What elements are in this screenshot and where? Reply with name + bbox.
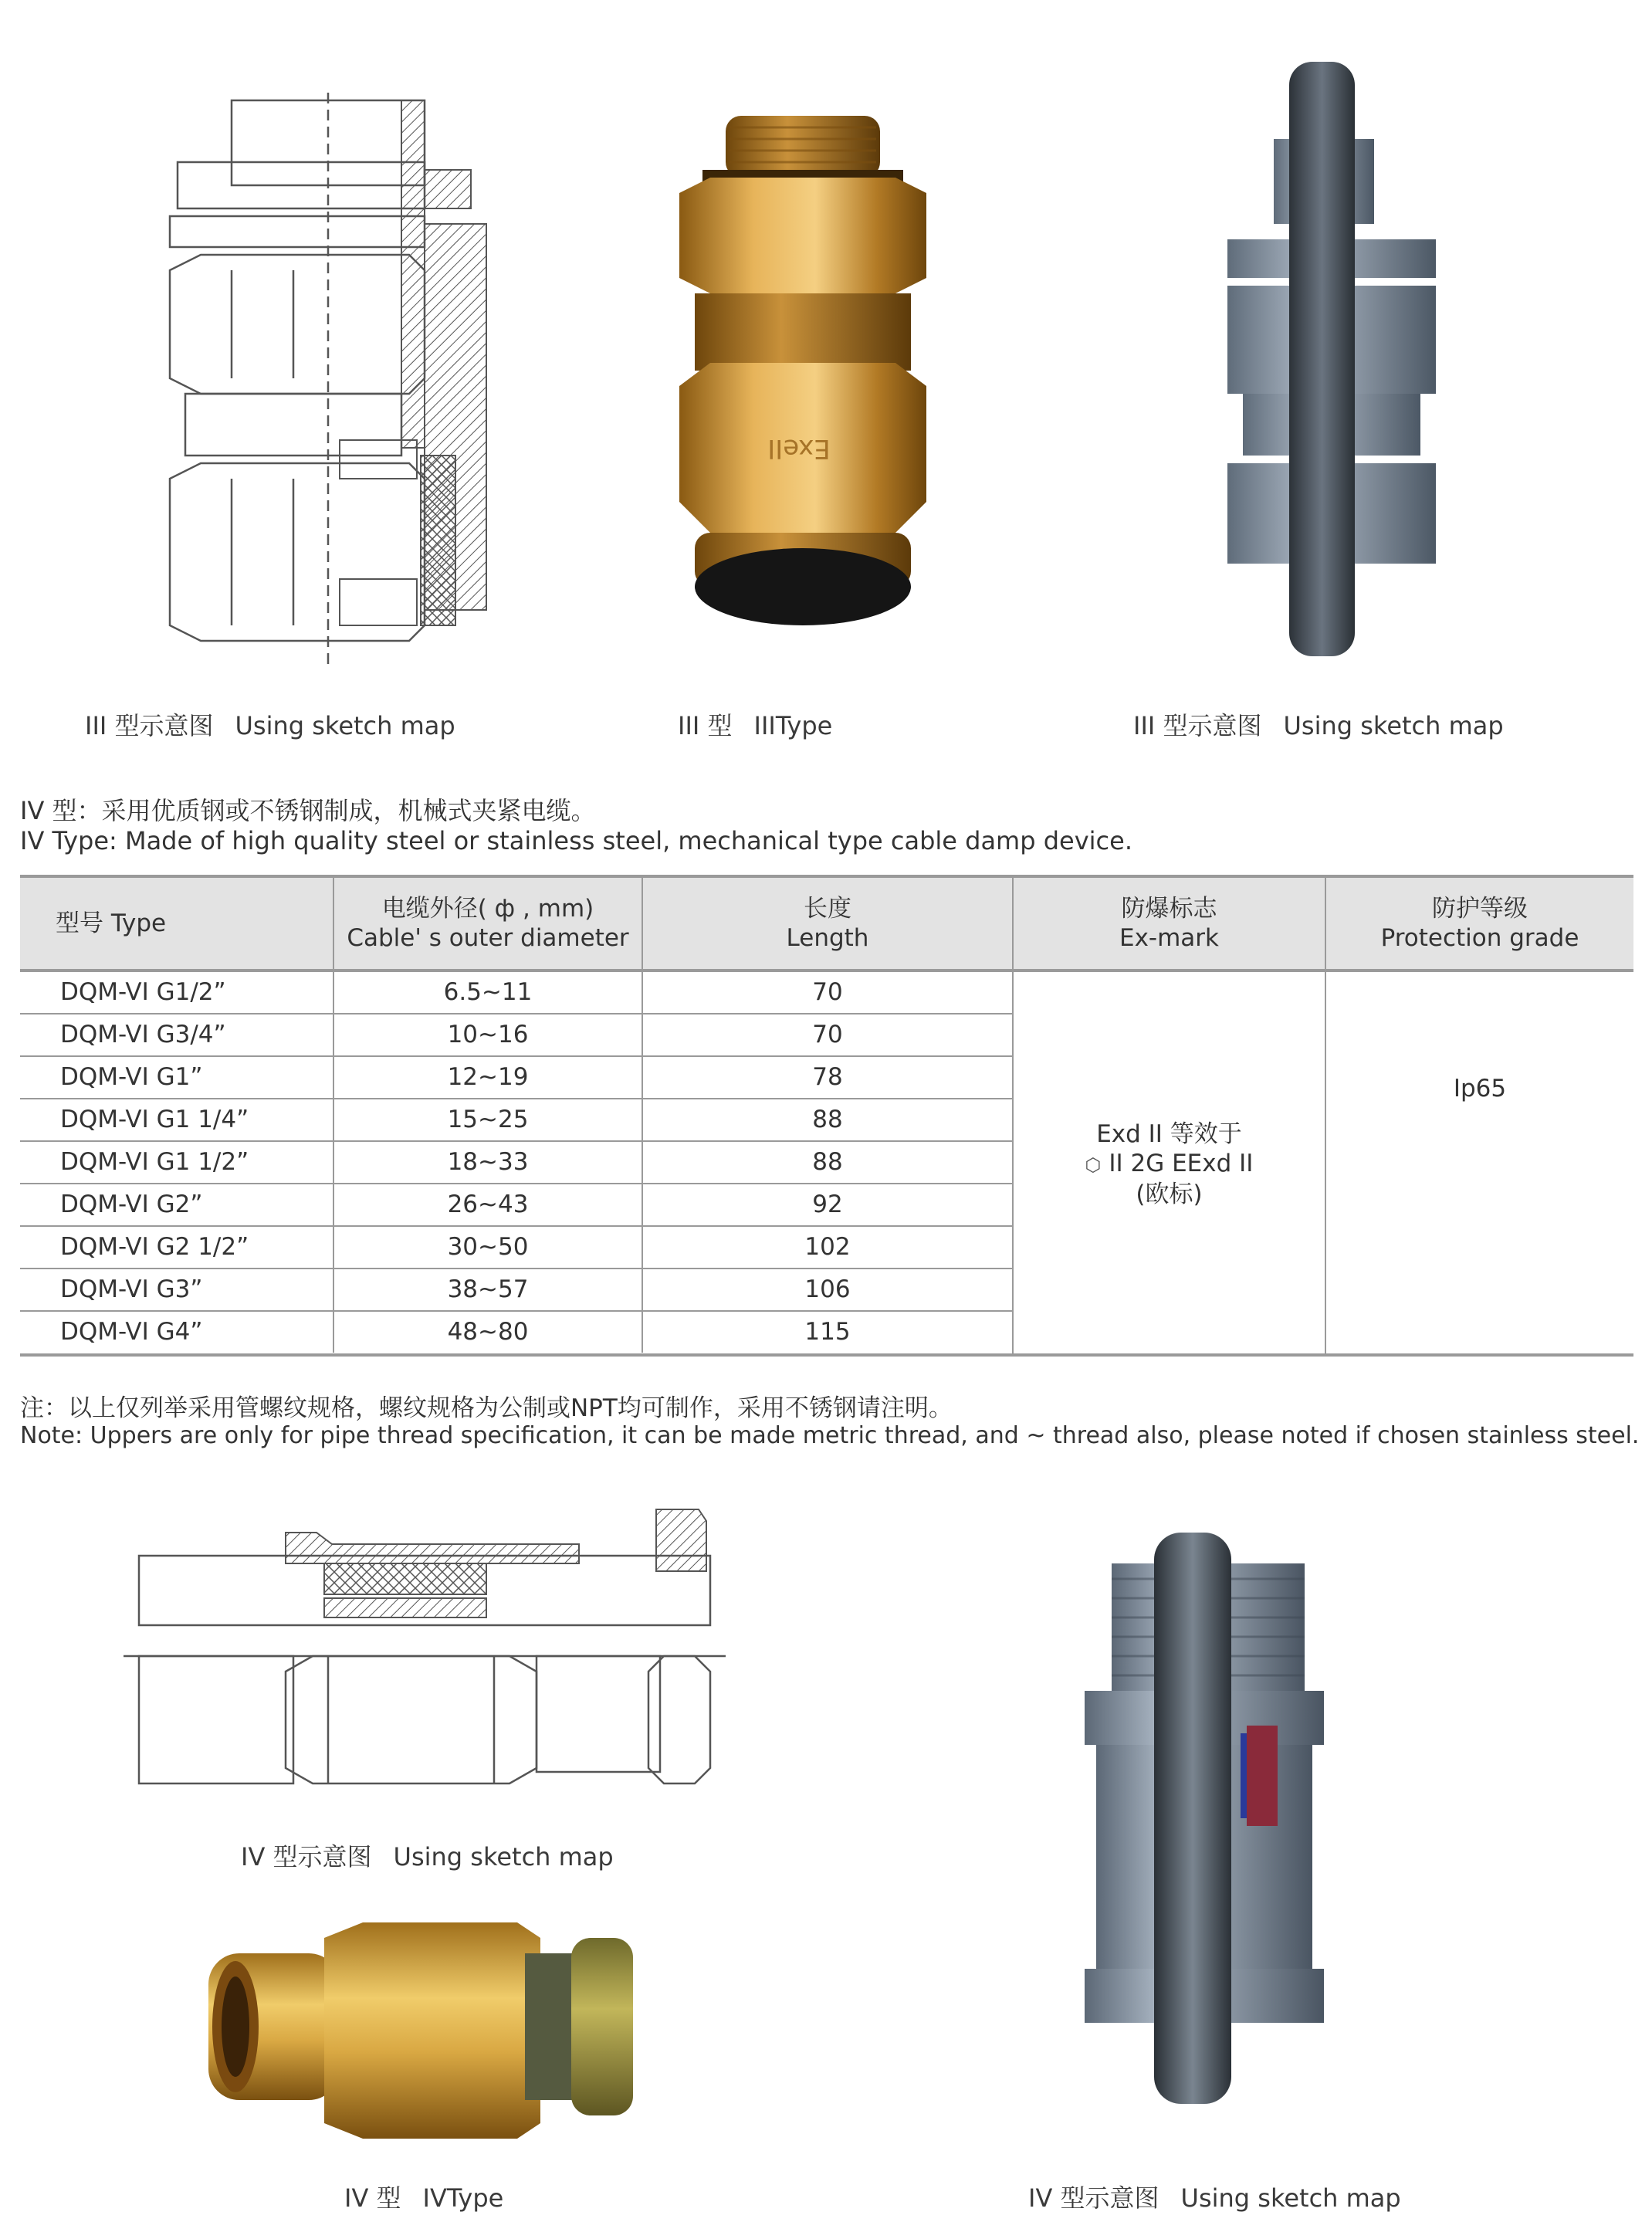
exmark-line2-wrap (1085, 1149, 1254, 1180)
caption-type-iv-photo (344, 2179, 503, 2214)
caption-en: Using sketch map (1180, 2183, 1401, 2213)
cell-length: 115 (642, 1312, 1012, 1353)
ex-hexagon-icon: ⬡ (1085, 1154, 1102, 1176)
caption-en: Using sketch map (1283, 711, 1504, 740)
cell-length: 102 (642, 1227, 1012, 1268)
brass-marking-text: ExeII (767, 433, 831, 464)
caption-type-iii-sketch-right (1133, 706, 1504, 742)
header-diameter-en: Cable' s outer diameter (347, 924, 629, 952)
cell-length: 88 (642, 1142, 1012, 1183)
note-cn: 注：以上仅列举采用管螺纹规格，螺纹规格为公制或NPT均可制作，采用不锈钢请注明。 (20, 1394, 953, 1422)
header-diameter-cn: 电缆外径( ф , mm) (381, 895, 594, 923)
header-exmark-en: Ex-mark (1119, 924, 1219, 952)
cell-length: 92 (642, 1184, 1012, 1225)
caption-type-iii-sketch-left (85, 706, 455, 742)
caption-cn: III 型示意图 (1133, 711, 1262, 740)
header-diameter (333, 878, 642, 969)
caption-cn: III 型 (678, 711, 733, 740)
exmark-line2: II 2G EExd II (1109, 1150, 1254, 1177)
spec-table-header (20, 875, 1633, 972)
intro-en: IV Type: Made of high quality steel or stainless steel, mechanical type cable damp device. (20, 826, 1132, 855)
table-row (20, 1227, 1012, 1269)
caption-type-iv-sketch-right (1028, 2179, 1401, 2214)
table-row (20, 1014, 1012, 1057)
type-iv-brass-gland-photo (193, 1907, 656, 2154)
cell-type: DQM-VI G3” (60, 1275, 203, 1303)
table-row (20, 972, 1012, 1014)
cell-type: DQM-VI G3/4” (60, 1021, 226, 1048)
header-length-cn: 长度 (804, 895, 851, 923)
cell-length: 88 (642, 1099, 1012, 1140)
header-exmark-cn: 防爆标志 (1121, 895, 1217, 923)
cell-type: DQM-VI G1/2” (60, 978, 226, 1006)
cell-type: DQM-VI G2 1/2” (60, 1233, 249, 1261)
caption-en: IVType (422, 2183, 504, 2213)
type-iv-sketch-drawing (124, 1502, 726, 1818)
cell-length: 78 (642, 1057, 1012, 1098)
cell-diameter: 30~50 (333, 1227, 642, 1268)
table-row (20, 1142, 1012, 1184)
table-row (20, 1099, 1012, 1142)
header-protection-cn: 防护等级 (1432, 895, 1528, 923)
cell-type: DQM-VI G1 1/4” (60, 1106, 249, 1133)
caption-type-iv-sketch-left (241, 1838, 614, 1873)
cell-diameter: 15~25 (333, 1099, 642, 1140)
type-iii-cable-sketch-render (1212, 54, 1444, 672)
cell-diameter: 12~19 (333, 1057, 642, 1098)
caption-cn: III 型示意图 (85, 711, 214, 740)
cell-diameter: 10~16 (333, 1014, 642, 1055)
cell-type: DQM-VI G2” (60, 1191, 203, 1218)
caption-en: Using sketch map (393, 1842, 614, 1871)
table-row (20, 1312, 1012, 1354)
type-iii-sketch-drawing (154, 85, 517, 672)
protection-value: Ip65 (1453, 1075, 1507, 1103)
type-iv-cable-sketch-render (1077, 1533, 1332, 2104)
caption-type-iii-photo (678, 706, 832, 742)
cell-diameter: 48~80 (333, 1312, 642, 1353)
table-bottom-border (20, 1353, 1633, 1357)
cell-diameter: 6.5~11 (333, 972, 642, 1013)
cell-diameter: 26~43 (333, 1184, 642, 1225)
header-exmark (1012, 878, 1325, 969)
cell-length: 70 (642, 972, 1012, 1013)
cell-length: 106 (642, 1269, 1012, 1310)
caption-en: IIIType (753, 711, 833, 740)
exmark-line1: Exd II 等效于 (1096, 1120, 1242, 1148)
header-protection (1325, 878, 1633, 969)
header-length-en: Length (786, 924, 869, 952)
note-en: Note: Uppers are only for pipe thread specification, it can be made metric thread, and ~ thread also, please noted if chosen stainless steel. (20, 1422, 1640, 1449)
table-row (20, 1269, 1012, 1312)
header-type-en: Type (110, 909, 167, 937)
cell-diameter: 38~57 (333, 1269, 642, 1310)
caption-cn: IV 型 (344, 2183, 401, 2213)
caption-cn: IV 型示意图 (1028, 2183, 1159, 2213)
cell-protection (1325, 972, 1633, 1357)
cell-type: DQM-VI G1 1/2” (60, 1148, 249, 1176)
table-row (20, 1057, 1012, 1099)
intro-cn: IV 型：采用优质钢或不锈钢制成，机械式夹紧电缆。 (20, 796, 596, 825)
header-type-cn: 型号 (56, 909, 103, 937)
caption-en: Using sketch map (235, 711, 455, 740)
caption-cn: IV 型示意图 (241, 1842, 372, 1871)
cell-diameter: 18~33 (333, 1142, 642, 1183)
type-iii-brass-gland-photo (664, 100, 942, 641)
cell-length: 70 (642, 1014, 1012, 1055)
cell-exmark (1012, 972, 1325, 1357)
exmark-line3: (欧标) (1136, 1180, 1203, 1208)
header-length (642, 878, 1012, 969)
table-row (20, 1184, 1012, 1227)
header-protection-en: Protection grade (1380, 924, 1579, 952)
cell-type: DQM-VI G4” (60, 1318, 203, 1346)
cell-type: DQM-VI G1” (60, 1063, 203, 1091)
header-type (20, 878, 333, 969)
